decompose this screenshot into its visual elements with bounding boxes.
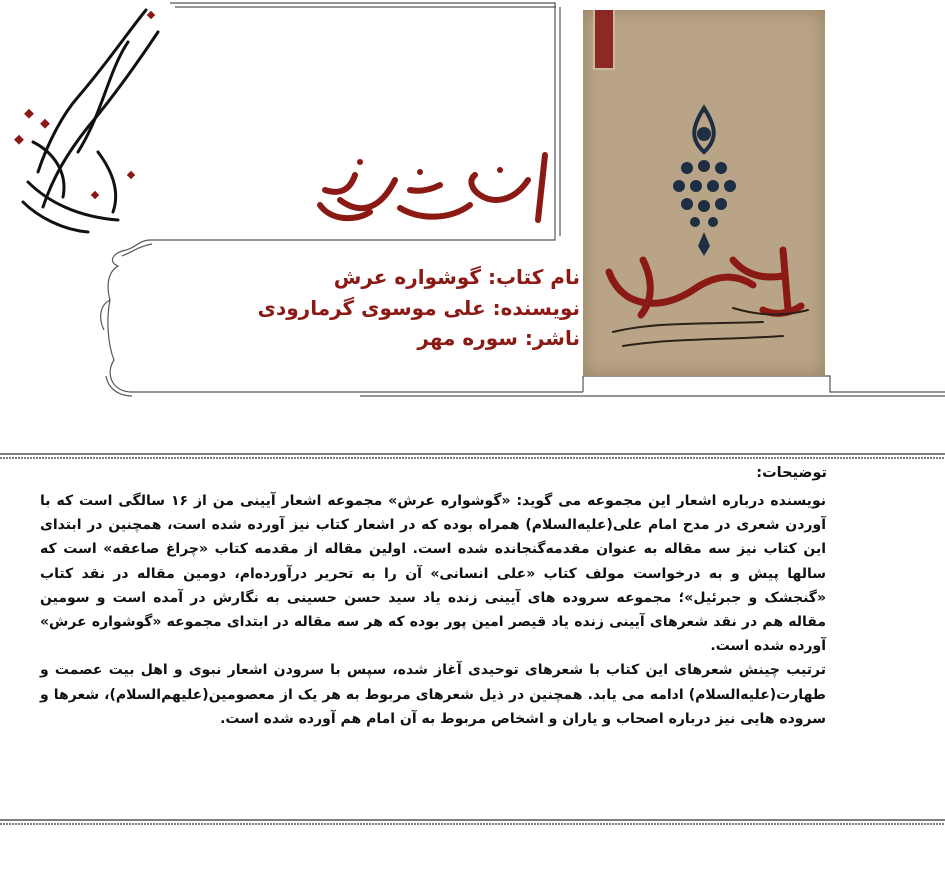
book-author: نویسنده: علی موسوی گرمارودی [257,296,580,320]
description-paragraph: نویسنده درباره اشعار این مجموعه می گوید: «گوشواره عرش» مجموعه اشعار آیینی من از ۱۶ سالگی است که با آوردن شعری در مدح امام علی(علیه‌السلام) همراه بوده که در اشعار کتاب نیز آورده شده است، همچنین در ابتدای این کتاب نیز سه مقاله به عنوان مقدمه‌گنجانده شده است. اولین مقاله از مقدمه کتاب «چراغ صاعقه» است که سالها پیش و به درخواست مولف کتاب «علی انسانی» آن را به تحریر درآورده‌ام، دومین مقاله در نقد کتاب «گنجشک و جبرئیل»؛ مجموعه سروده های آیینی زنده یاد سید حسن حسینی به نگارش در آمده است و سومین مقاله هم در نقد شعرهای آیینی زنده یاد قیصر امین پور بوده که هر سه مقاله در ابتدای مجموعه «گوشواره عرش» آورده شده است. [40,493,826,655]
calligraphic-title [300,150,560,240]
description-body [40,489,826,731]
description-paragraph: ترتیب چینش شعرهای این کتاب با شعرهای توحیدی آغاز شده، سپس با سرودن اشعار نبوی و اهل بیت عصمت و طهارت(علیه‌السلام) ادامه می یابد. همچنین در ذیل شعرهای مربوط به هر یک از معصومین(علیهم‌السلام)، شعرها و سروده هایی نیز درباره اصحاب و یاران و اشخاص مربوط به آن امام هم آورده شده است. [40,662,826,727]
description-heading: توضیحات: [756,465,827,481]
book-publisher: ناشر: سوره مهر [417,326,580,350]
book-cover-image [583,10,825,376]
section-divider-bottom [0,818,945,828]
section-divider-top [0,452,945,462]
book-title: نام کتاب: گوشواره عرش [333,265,580,289]
cover-artwork [583,10,825,376]
